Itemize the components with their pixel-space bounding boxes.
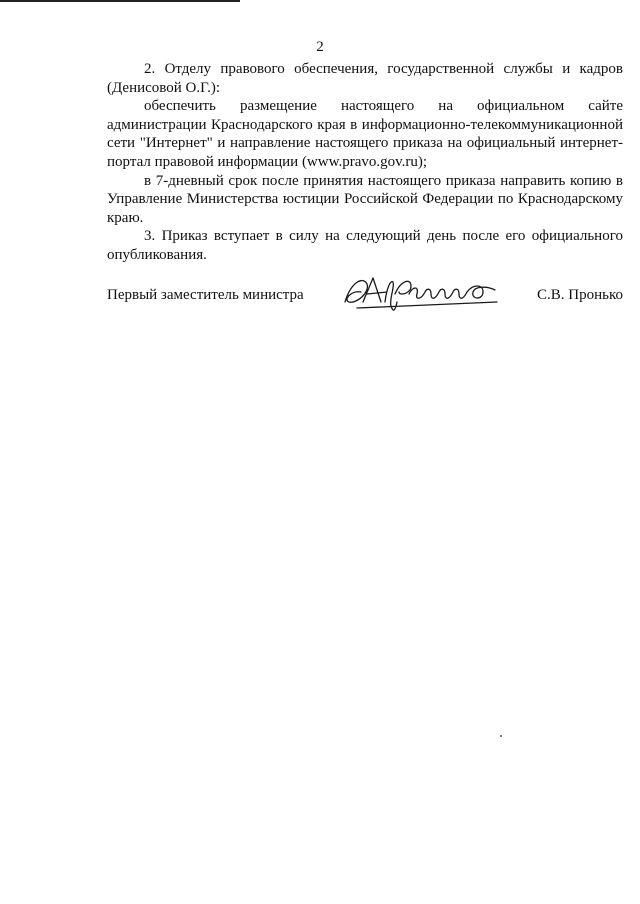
paragraph-3: 3. Приказ вступает в силу на следующий день после его официального опубликования. — [107, 228, 623, 263]
paragraph-2: 2. Отделу правового обеспечения, государственной службы и кадров (Денисовой О.Г.): — [107, 61, 623, 96]
document-body — [107, 60, 623, 265]
signer-title: Первый заместитель министра — [107, 287, 304, 303]
page-number: 2 — [316, 39, 324, 55]
scan-speck — [500, 735, 502, 737]
signature-block — [107, 278, 623, 318]
paragraph-2-publish: обеспечить размещение настоящего на официальном сайте администрации Краснодарского края в информационно-телекоммуникационной сети "Интернет" и направление настоящего приказа на официальный интернет-портал правовой информации (www.pravo.gov.ru); — [107, 98, 623, 170]
paragraph-2-copy: в 7-дневный срок после принятия настоящего приказа направить копию в Управление Министерства юстиции Российской Федерации по Краснодарскому краю. — [107, 172, 623, 226]
signer-name: С.В. Пронько — [537, 287, 623, 303]
handwritten-signature — [337, 272, 517, 316]
scan-edge-line — [0, 0, 240, 2]
